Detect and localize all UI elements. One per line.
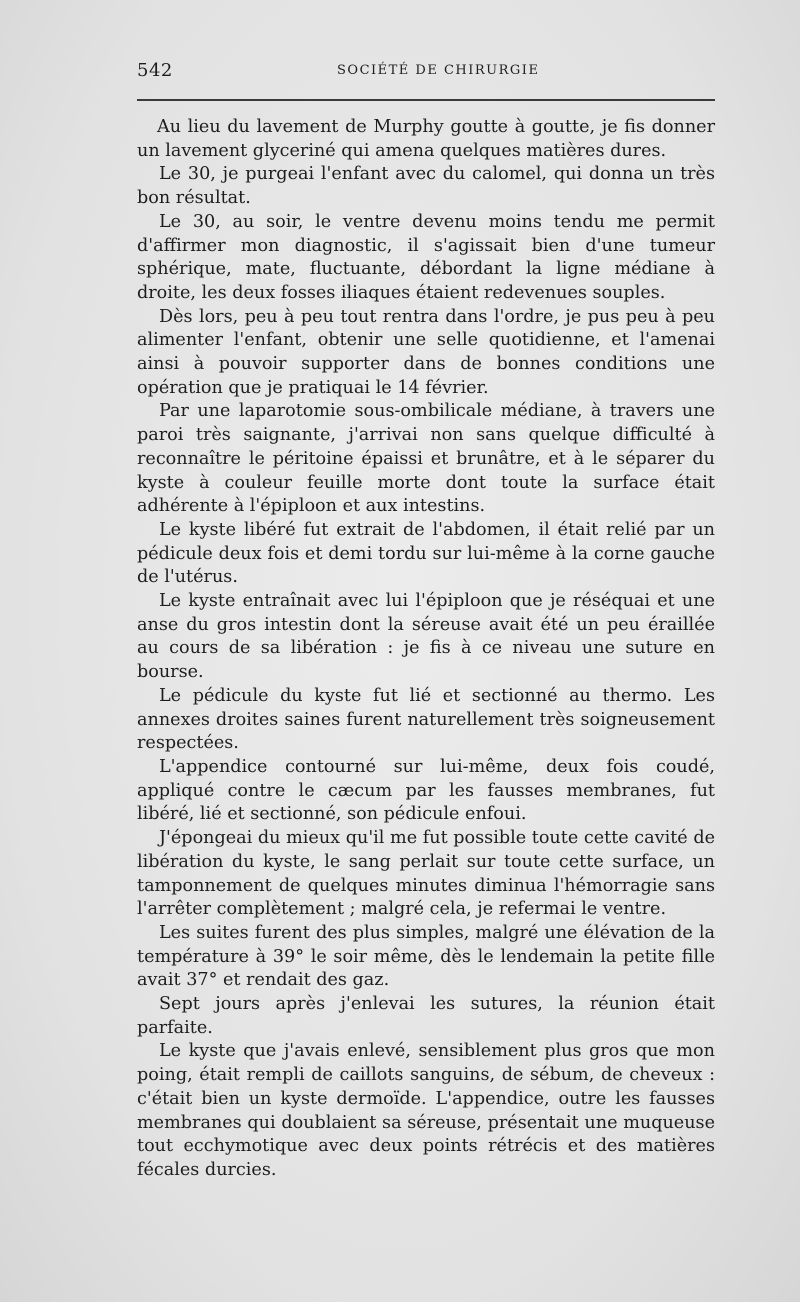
header-rule — [137, 99, 715, 101]
paragraph: Le kyste que j'avais enlevé, sensiblement plus gros que mon poing, était rempli de caillots sanguins, de sébum, de cheveux : c'était bien un kyste dermoïde. L'appendice, outre les fausses membranes qui doublaient sa séreuse, présentait une muqueuse tout ecchymotique avec deux points rétrécis et des matières fécales durcies. — [137, 1041, 715, 1180]
paragraph: J'épongeai du mieux qu'il me fut possible toute cette cavité de libération du kyste, le sang perlait sur toute cette surface, un tamponnement de quelques minutes diminua l'hémorragie sans l'arrêter complètement ; malgré cela, je refermai le ventre. — [137, 828, 715, 920]
paragraph: Le pédicule du kyste fut lié et sectionné au thermo. Les annexes droites saines furent naturellement très soigneusement respectées. — [137, 685, 715, 754]
page-header — [137, 60, 715, 84]
paragraph: Le kyste libéré fut extrait de l'abdomen, il était relié par un pédicule deux fois et demi tordu sur lui-même à la corne gauche de l'utérus. — [137, 519, 715, 588]
paragraph: Les suites furent des plus simples, malgré une élévation de la température à 39° le soir même, dès le lendemain la petite fille avait 37° et rendait des gaz. — [137, 922, 715, 991]
paragraph: Sept jours après j'enlevai les sutures, la réunion était parfaite. — [137, 994, 715, 1038]
paragraph: Le kyste entraînait avec lui l'épiploon que je réséquai et une anse du gros intestin dont la séreuse avait été un peu éraillée au cours de sa libération : je fis à ce niveau une suture en bourse. — [137, 591, 715, 683]
paragraph: Dès lors, peu à peu tout rentra dans l'ordre, je pus peu à peu alimenter l'enfant, obtenir une selle quotidienne, et l'amenai ainsi à pouvoir supporter dans de bonnes conditions une opération que je pratiquai le 14 février. — [137, 306, 715, 398]
running-title: SOCIÉTÉ DE CHIRURGIE — [337, 63, 540, 78]
paragraph: L'appendice contourné sur lui-même, deux fois coudé, appliqué contre le cæcum par les fausses membranes, fut libéré, lié et sectionné, son pédicule enfoui. — [137, 756, 715, 825]
page-number: 542 — [137, 60, 173, 81]
paragraph: Au lieu du lavement de Murphy goutte à goutte, je fis donner un lavement glyceriné qui amena quelques matières dures. — [137, 117, 715, 161]
paragraph: Le 30, je purgeai l'enfant avec du calomel, qui donna un très bon résultat. — [137, 164, 715, 209]
paragraph: Par une laparotomie sous-ombilicale médiane, à travers une paroi très saignante, j'arrivai non sans quelque difficulté à reconnaître le péritoine épaissi et brunâtre, et à le séparer du kyste à couleur feuille morte dont toute la surface était adhérente à l'épiploon et aux intestins. — [137, 401, 715, 517]
paragraph: Le 30, au soir, le ventre devenu moins tendu me permit d'affirmer mon diagnostic, il s'agissait bien d'une tumeur sphérique, mate, fluctuante, débordant la ligne médiane à droite, les deux fosses iliaques étaient redevenues souples. — [137, 211, 715, 303]
body-text — [137, 116, 715, 1183]
